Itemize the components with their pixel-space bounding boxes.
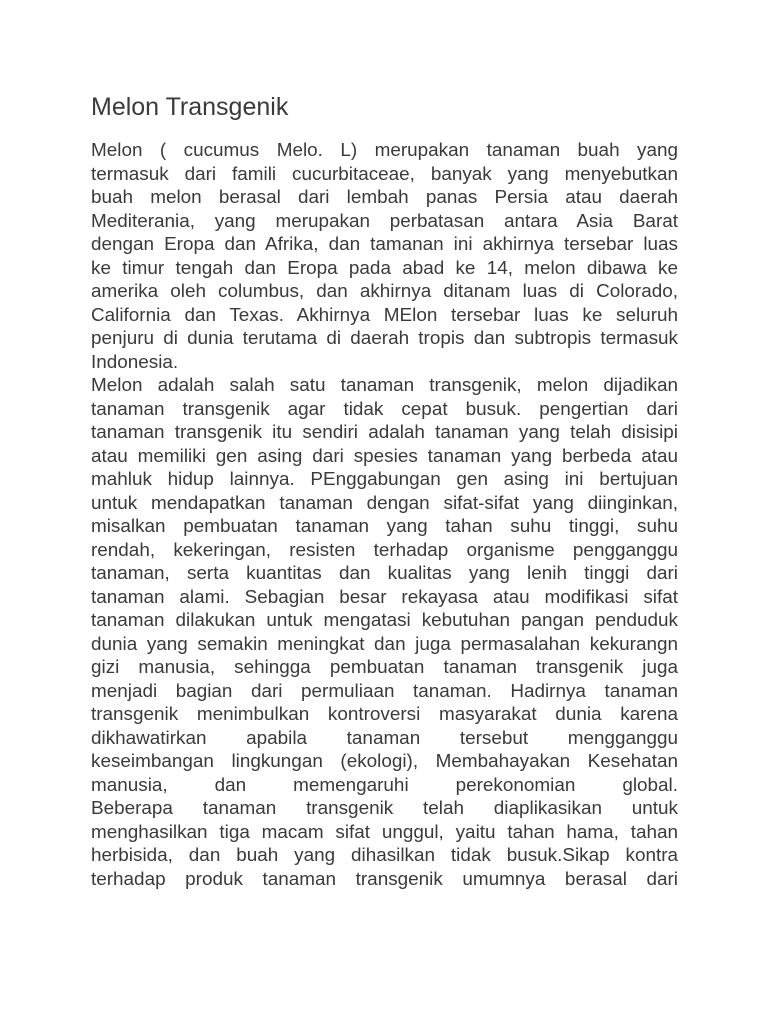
text-line: untuk mendapatkan tanaman dengan sifat-sifat yang diinginkan,	[91, 492, 678, 514]
text-line: Melon adalah salah satu tanaman transgenik, melon dijadikan	[91, 375, 678, 396]
text-line: ke timur tengah dan Eropa pada abad ke 14, melon dibawa ke	[91, 257, 678, 279]
text-line: California dan Texas. Akhirnya MElon tersebar luas ke seluruh	[91, 304, 678, 326]
text-line: buah melon berasal dari lembah panas Persia atau daerah	[91, 187, 678, 208]
text-line: penjuru di dunia terutama di daerah tropis dan subtropis termasuk	[91, 328, 678, 349]
text-line: mahluk hidup lainnya. PEnggabungan gen asing ini bertujuan	[91, 469, 678, 490]
text-line: Indonesia.	[91, 351, 179, 373]
text-line: rendah, kekeringan, resisten terhadap organisme pengganggu	[91, 539, 678, 561]
text-line: herbisida, dan buah yang dihasilkan tidak busuk.Sikap kontra	[91, 845, 678, 866]
document-body	[91, 139, 678, 891]
text-line: dengan Eropa dan Afrika, dan tamanan ini akhirnya tersebar luas	[91, 234, 678, 255]
text-line: amerika oleh columbus, dan akhirnya ditanam luas di Colorado,	[91, 281, 678, 302]
document-title: Melon Transgenik	[91, 93, 289, 121]
text-line: keseimbangan lingkungan (ekologi), Membahayakan Kesehatan	[91, 751, 678, 772]
text-line: tanaman transgenik agar tidak cepat busuk. pengertian dari	[91, 398, 678, 420]
text-line: gizi manusia, sehingga pembuatan tanaman transgenik juga	[91, 657, 678, 678]
text-line: menjadi bagian dari permuliaan tanaman. Hadirnya tanaman	[91, 680, 678, 702]
text-line: dikhawatirkan apabila tanaman tersebut mengganggu	[91, 727, 678, 749]
text-line: tanaman alami. Sebagian besar rekayasa atau modifikasi sifat	[91, 586, 678, 608]
text-line: dunia yang semakin meningkat dan juga permasalahan kekurangn	[91, 633, 678, 655]
text-line: atau memiliki gen asing dari spesies tanaman yang berbeda atau	[91, 445, 678, 467]
text-line: Mediterania, yang merupakan perbatasan antara Asia Barat	[91, 210, 678, 232]
text-line: Beberapa tanaman transgenik telah diaplikasikan untuk	[91, 798, 678, 819]
text-line: menghasilkan tiga macam sifat unggul, yaitu tahan hama, tahan	[91, 821, 678, 843]
text-line: terhadap produk tanaman transgenik umumnya berasal dari	[91, 868, 678, 890]
text-line: transgenik menimbulkan kontroversi masyarakat dunia karena	[91, 704, 678, 725]
text-line: termasuk dari famili cucurbitaceae, banyak yang menyebutkan	[91, 163, 678, 185]
text-line: Melon ( cucumus Melo. L) merupakan tanaman buah yang	[91, 140, 678, 161]
text-line: tanaman transgenik itu sendiri adalah tanaman yang telah disisipi	[91, 422, 678, 443]
text-line: manusia, dan memengaruhi perekonomian global.	[91, 774, 678, 796]
text-line: tanaman, serta kuantitas dan kualitas yang lenih tinggi dari	[91, 563, 678, 584]
text-line: misalkan pembuatan tanaman yang tahan suhu tinggi, suhu	[91, 516, 678, 537]
text-line: tanaman dilakukan untuk mengatasi kebutuhan pangan penduduk	[91, 610, 678, 631]
